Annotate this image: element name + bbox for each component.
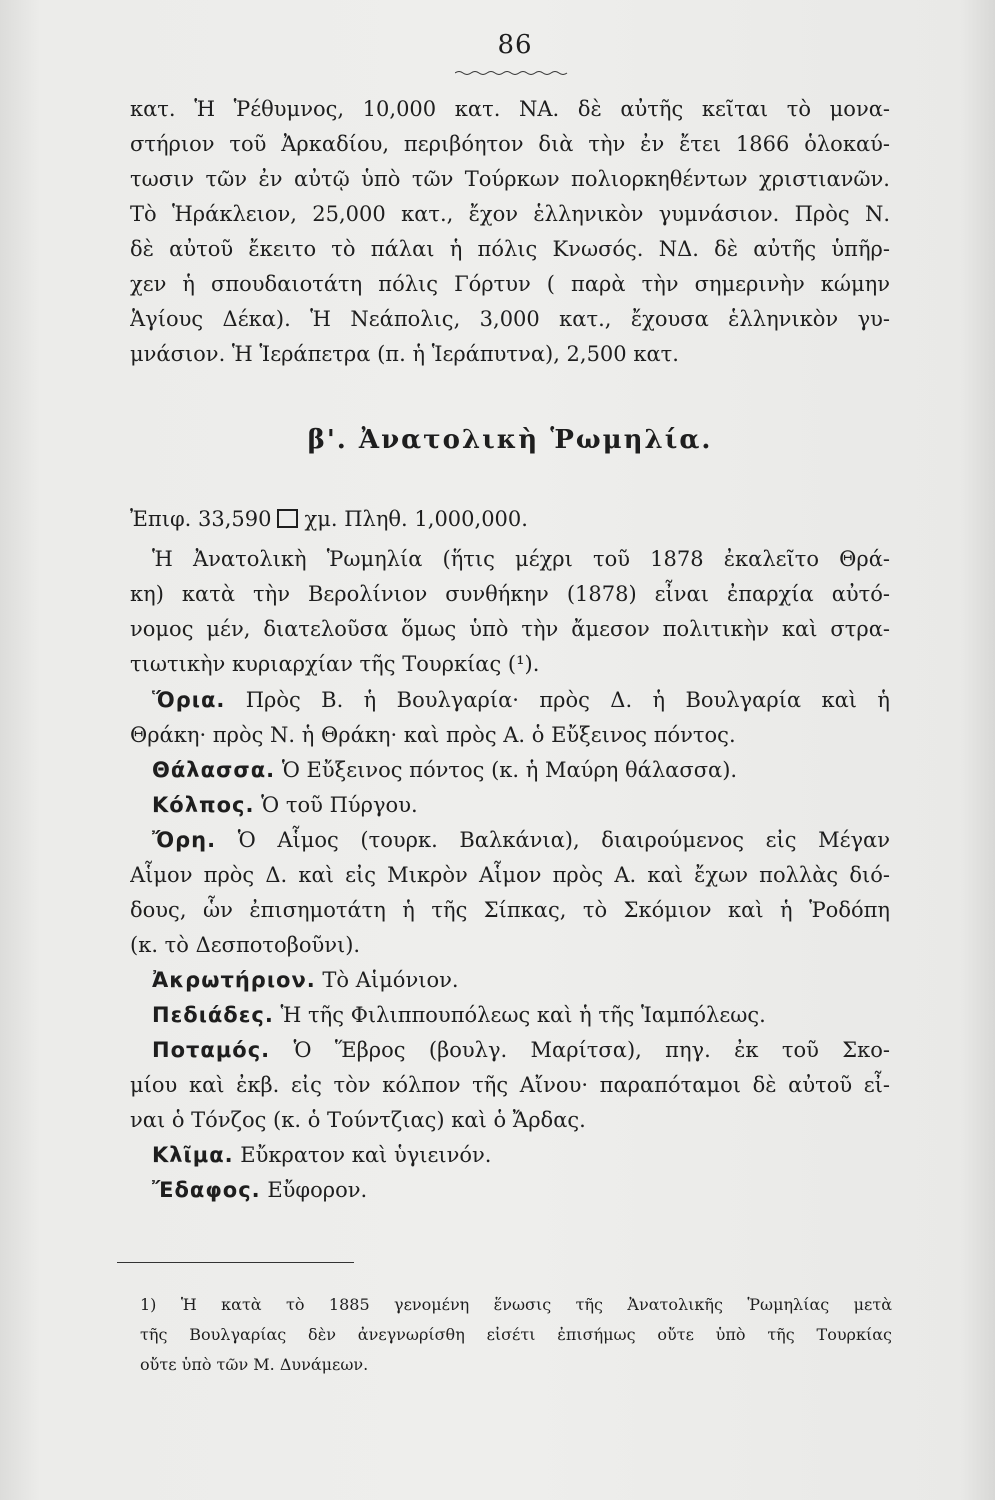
text-line: μίου καὶ ἐκβ. εἰς τὸν κόλπον τῆς Αἴνου· παραπόταμοι δὲ αὐτοῦ εἶ- <box>130 1073 890 1097</box>
area-text: Ἐπιφ. 33,590 <box>130 507 272 531</box>
footnote-line: οὔτε ὑπὸ τῶν Μ. Δυνάμεων. <box>140 1355 369 1374</box>
footnote-divider <box>117 1262 354 1263</box>
area-line <box>130 502 890 537</box>
text-line: (κ. τὸ Δεσποτοβοῦνι). <box>130 933 361 957</box>
entries-list <box>130 683 890 1208</box>
entry-river: Ποταμός. Ὁ Ἕβρος (βουλγ. Μαρίτσα), πηγ. ἐκ τοῦ Σκο- <box>152 1038 890 1062</box>
text-line: τωσιν τῶν ἐν αὐτῷ ὑπὸ τῶν Τούρκων πολιορκηθέντων χριστιανῶν. <box>130 167 890 191</box>
intro-paragraph <box>130 542 890 682</box>
entry-label: Κλῖμα. <box>152 1143 234 1167</box>
entry-label: Πεδιάδες. <box>152 1003 274 1027</box>
entry-sea: Θάλασσα. Ὁ Εὔξεινος πόντος (κ. ἡ Μαύρη θάλασσα). <box>152 758 738 782</box>
entry-label: Ὄρη. <box>152 828 217 852</box>
top-paragraph <box>130 92 890 372</box>
entry-label: Θάλασσα. <box>152 758 276 782</box>
section-heading: β'. Ἀνατολικὴ Ῥωμηλία. <box>307 425 713 455</box>
text-line: ναι ὁ Τόνζος (κ. ὁ Τούντζιας) καὶ ὁ Ἄρδας. <box>130 1108 586 1132</box>
text-line: χεν ἡ σπουδαιοτάτη πόλις Γόρτυν ( παρὰ τὴν σημερινὴν κώμην <box>130 272 890 296</box>
entry-mountains: Ὄρη. Ὁ Αἷμος (τουρκ. Βαλκάνια), διαιρούμενος εἰς Μέγαν <box>152 828 890 852</box>
text-line: δὲ αὐτοῦ ἔκειτο τὸ πάλαι ἡ πόλις Κνωσός. ΝΔ. δὲ αὐτῆς ὑπῆρ- <box>130 237 890 261</box>
entry-borders: Ὅρια. Πρὸς Β. ἡ Βουλγαρία· πρὸς Δ. ἡ Βουλγαρία καὶ ἡ <box>152 688 890 712</box>
entry-cape: Ἀκρωτήριον. Τὸ Αἱμόνιον. <box>152 968 459 992</box>
entry-label: Ἔδαφος. <box>152 1178 261 1202</box>
text-line: Ἡ Ἀνατολικὴ Ῥωμηλία (ἥτις μέχρι τοῦ 1878 ἐκαλεῖτο Θρά- <box>152 547 890 571</box>
text-line: Αἷμον πρὸς Δ. καὶ εἰς Μικρὸν Αἷμον πρὸς Α. καὶ ἔχων πολλὰς διό- <box>130 863 890 887</box>
page-number: 86 <box>497 30 533 60</box>
entry-label: Ἀκρωτήριον. <box>152 968 316 992</box>
entry-label: Κόλπος. <box>152 793 255 817</box>
text-line: μνάσιον. Ἡ Ἱεράπετρα (π. ἡ Ἱεράπυτνα), 2,500 κατ. <box>130 342 679 366</box>
square-symbol-icon <box>277 509 298 528</box>
text-line: Τὸ Ἡράκλειον, 25,000 κατ., ἔχον ἑλληνικὸν γυμνάσιον. Πρὸς Ν. <box>130 202 890 226</box>
entry-gulf: Κόλπος. Ὁ τοῦ Πύργου. <box>152 793 418 817</box>
text-line: στήριον τοῦ Ἀρκαδίου, περιβόητον διὰ τὴν ἐν ἔτει 1866 ὁλοκαύ- <box>130 132 890 156</box>
entry-label: Ποταμός. <box>152 1038 271 1062</box>
text-line: κη) κατὰ τὴν Βερολίνιον συνθήκην (1878) εἶναι ἐπαρχία αὐτό- <box>130 582 890 606</box>
page-number-ornament <box>455 70 570 76</box>
text-line: κατ. Ἡ Ῥέθυμνος, 10,000 κατ. ΝΑ. δὲ αὐτῆς κεῖται τὸ μονα- <box>130 97 890 121</box>
entry-label: Ὅρια. <box>152 688 226 712</box>
entry-plains: Πεδιάδες. Ἡ τῆς Φιλιππουπόλεως καὶ ἡ τῆς Ἱαμπόλεως. <box>152 1003 766 1027</box>
footnote-line: 1) Ἡ κατὰ τὸ 1885 γενομένη ἕνωσις τῆς Ἀνατολικῆς Ῥωμηλίας μετὰ <box>140 1295 892 1314</box>
footnote-line: τῆς Βουλγαρίας δὲν ἀνεγνωρίσθη εἰσέτι ἐπισήμως οὔτε ὑπὸ τῆς Τουρκίας <box>140 1325 892 1344</box>
text-line: Θράκη· πρὸς Ν. ἡ Θράκη· καὶ πρὸς Α. ὁ Εὔξεινος πόντος. <box>130 723 736 747</box>
entry-climate: Κλῖμα. Εὔκρατον καὶ ὑγιεινόν. <box>152 1143 492 1167</box>
text-line: τιωτικὴν κυριαρχίαν τῆς Τουρκίας (¹). <box>130 652 540 676</box>
entry-soil: Ἔδαφος. Εὔφορον. <box>152 1178 368 1202</box>
text-line: νομος μέν, διατελοῦσα ὅμως ὑπὸ τὴν ἄμεσον πολιτικὴν καὶ στρα- <box>130 617 890 641</box>
text-line: Ἁγίους Δέκα). Ἡ Νεάπολις, 3,000 κατ., ἔχουσα ἑλληνικὸν γυ- <box>130 307 890 331</box>
footnote <box>140 1290 892 1380</box>
text-line: δους, ὧν ἐπισημοτάτη ἡ τῆς Σίπκας, τὸ Σκόμιον καὶ ἡ Ῥοδόπη <box>130 898 890 922</box>
population-text: χμ. Πληθ. 1,000,000. <box>304 507 528 531</box>
